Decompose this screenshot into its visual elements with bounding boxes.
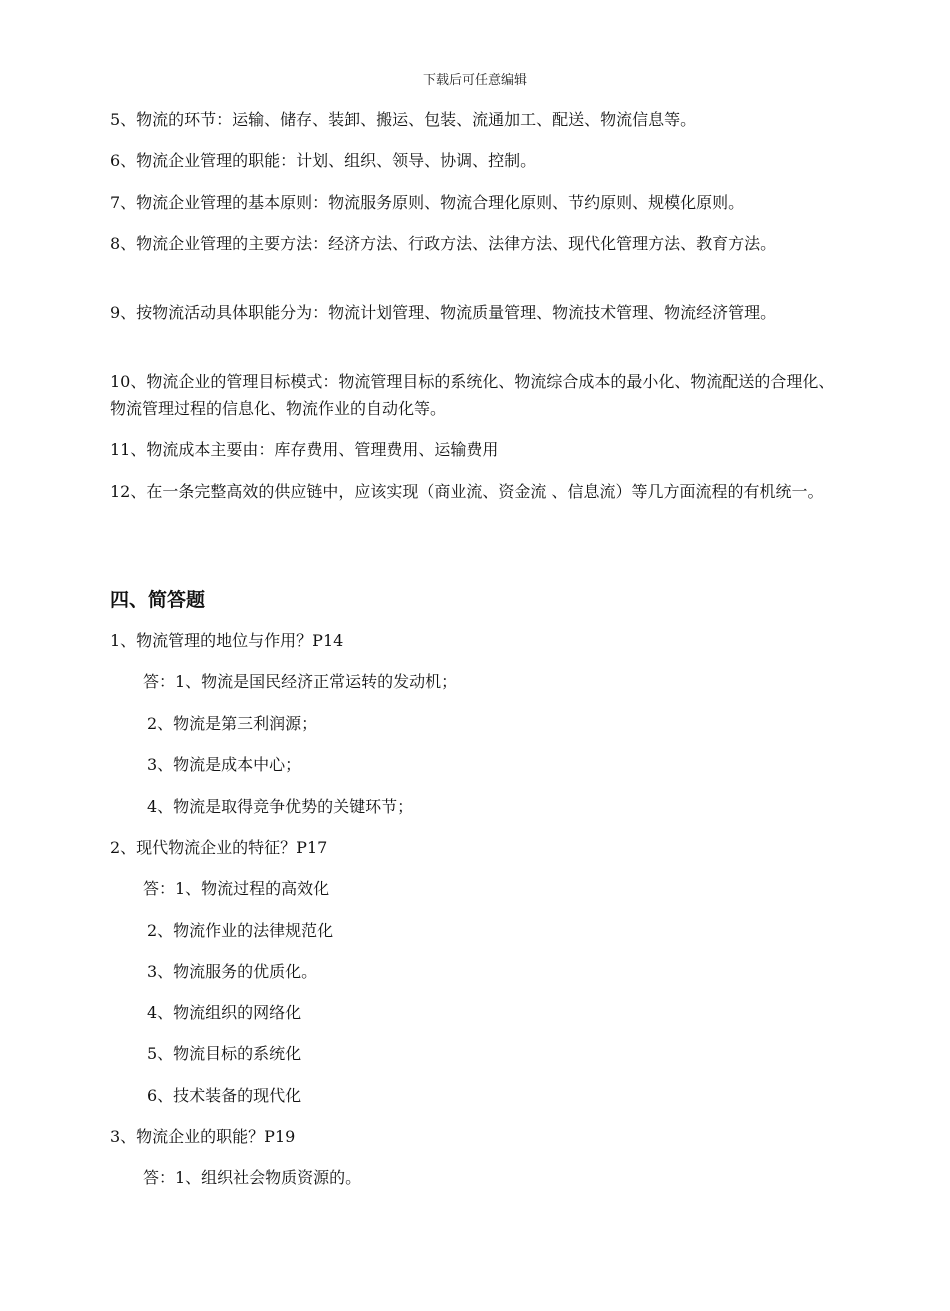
answer-2-5: 5、物流目标的系统化 [147, 1044, 302, 1063]
answer-2-4: 4、物流组织的网络化 [147, 1003, 302, 1022]
fill-item-10: 10、物流企业的管理目标模式：物流管理目标的系统化、物流综合成本的最小化、物流配送的合理化、物流管理过程的信息化、物流作业的自动化等。 [110, 372, 835, 418]
fill-item-12: 12、在一条完整高效的供应链中，应该实现（商业流、资金流 、信息流）等几方面流程的有机统一。 [110, 482, 824, 501]
answer-2-2: 2、物流作业的法律规范化 [147, 921, 334, 940]
fill-item-11: 11、物流成本主要由：库存费用、管理费用、运输费用 [110, 440, 499, 459]
fill-item-9: 9、按物流活动具体职能分为：物流计划管理、物流质量管理、物流技术管理、物流经济管理。 [110, 303, 777, 322]
answer-1-2: 2、物流是第三利润源； [147, 714, 318, 733]
answer-1-1: 答：1、物流是国民经济正常运转的发动机； [143, 672, 458, 691]
fill-item-5: 5、物流的环节：运输、储存、装卸、搬运、包装、流通加工、配送、物流信息等。 [110, 110, 697, 129]
answer-2-6: 6、技术装备的现代化 [147, 1086, 302, 1105]
question-2: 2、现代物流企业的特征？P17 [110, 838, 328, 857]
page-header: 下载后可任意编辑 [422, 73, 527, 88]
question-3: 3、物流企业的职能？P19 [110, 1127, 296, 1146]
fill-item-8: 8、物流企业管理的主要方法：经济方法、行政方法、法律方法、现代化管理方法、教育方法。 [110, 234, 777, 253]
answer-1-4: 4、物流是取得竞争优势的关键环节； [147, 797, 414, 816]
answer-1-3: 3、物流是成本中心； [147, 755, 302, 774]
question-1: 1、物流管理的地位与作用？P14 [110, 631, 344, 650]
fill-item-7: 7、物流企业管理的基本原则：物流服务原则、物流合理化原则、节约原则、规模化原则。 [110, 193, 745, 212]
section-title: 四、简答题 [110, 589, 206, 611]
answer-2-3: 3、物流服务的优质化。 [147, 962, 318, 981]
answer-3-1: 答：1、组织社会物质资源的。 [143, 1168, 362, 1187]
answer-2-1: 答：1、物流过程的高效化 [143, 879, 330, 898]
fill-item-6: 6、物流企业管理的职能：计划、组织、领导、协调、控制。 [110, 151, 537, 170]
